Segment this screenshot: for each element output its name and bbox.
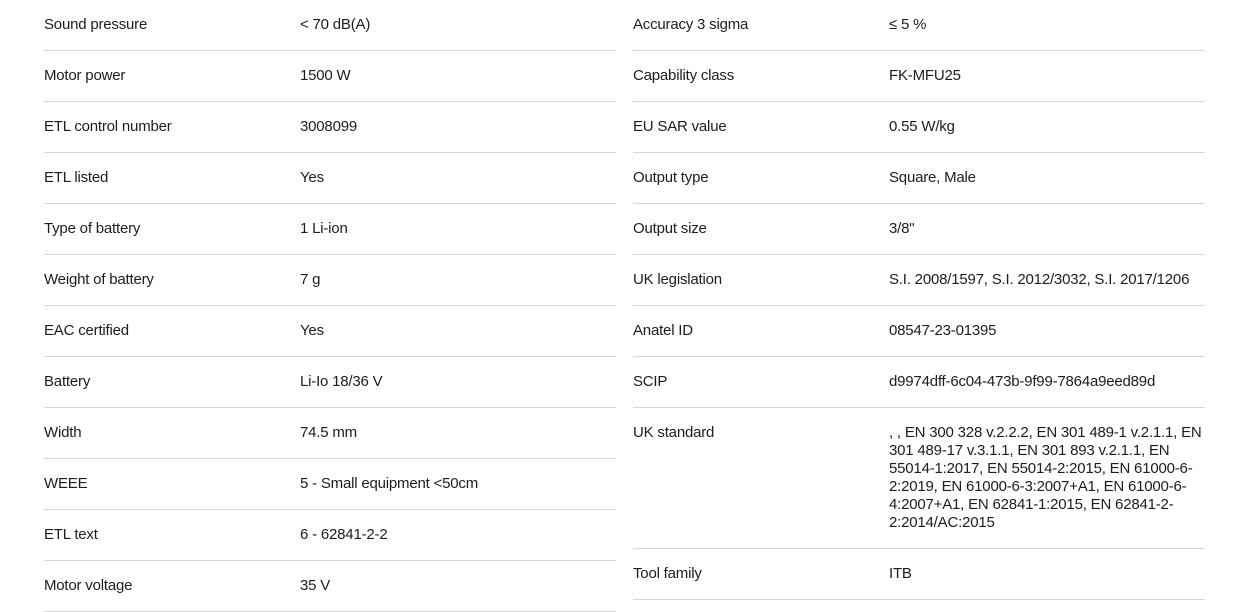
- spec-row: [633, 0, 1205, 51]
- spec-label: ETL text: [44, 526, 98, 543]
- spec-value: ITB: [889, 565, 912, 582]
- spec-row: [633, 102, 1205, 153]
- spec-row: [44, 561, 616, 612]
- spec-label: EAC certified: [44, 322, 129, 339]
- spec-row: [44, 510, 616, 561]
- spec-label: Width: [44, 424, 82, 441]
- spec-label: Tool family: [633, 565, 702, 582]
- spec-label: UK legislation: [633, 271, 722, 288]
- spec-label: WEEE: [44, 475, 88, 492]
- spec-label: Battery: [44, 373, 91, 390]
- spec-label: Motor voltage: [44, 577, 133, 594]
- spec-row: [633, 306, 1205, 357]
- spec-row: [633, 51, 1205, 102]
- spec-value: 1500 W: [300, 67, 351, 84]
- spec-row: [44, 459, 616, 510]
- spec-column-left: [44, 0, 616, 612]
- spec-row: [633, 408, 1205, 549]
- spec-row: [44, 204, 616, 255]
- spec-label: Capability class: [633, 67, 735, 84]
- spec-value: 0.55 W/kg: [889, 118, 955, 135]
- spec-row: [44, 0, 616, 51]
- spec-value: 7 g: [300, 271, 321, 288]
- spec-row: [44, 51, 616, 102]
- spec-value: Li-Io 18/36 V: [300, 373, 383, 390]
- spec-label: Weight of battery: [44, 271, 154, 288]
- spec-value: Yes: [300, 322, 324, 339]
- spec-label: ETL control number: [44, 118, 172, 135]
- spec-label: EU SAR value: [633, 118, 727, 135]
- spec-column-right: [633, 0, 1205, 612]
- spec-row: [44, 102, 616, 153]
- spec-value: FK-MFU25: [889, 67, 961, 84]
- spec-label: SCIP: [633, 373, 668, 390]
- spec-value: 35 V: [300, 577, 331, 594]
- spec-row: [44, 357, 616, 408]
- spec-label: Output type: [633, 169, 709, 186]
- spec-value: Square, Male: [889, 169, 976, 186]
- spec-value: 1 Li-ion: [300, 220, 348, 237]
- spec-value: Yes: [300, 169, 324, 186]
- spec-value: 5 - Small equipment <50cm: [300, 475, 479, 492]
- spec-row: [44, 408, 616, 459]
- spec-row: [44, 255, 616, 306]
- spec-label: UK standard: [633, 424, 715, 441]
- spec-value: , , EN 300 328 v.2.2.2, EN 301 489-1 v.2.1.1, EN 301 489-17 v.3.1.1, EN 301 893 v.2.1.1, EN 55014-1:2017, EN 55014-2:2015, EN 61000-6-2:2019, EN 61000-6-3:2007+A1, EN 61000-6-4:2007+A1, EN 62841-1:2015, EN 62841-2-2:2014/AC:2015: [889, 424, 1202, 531]
- spec-label: Motor power: [44, 67, 126, 84]
- spec-row: [633, 357, 1205, 408]
- spec-row: [633, 153, 1205, 204]
- spec-value: 6 - 62841-2-2: [300, 526, 388, 543]
- spec-value: ≤ 5 %: [889, 16, 927, 33]
- spec-row: [44, 306, 616, 357]
- spec-row: [633, 204, 1205, 255]
- spec-value: 3/8": [889, 220, 915, 237]
- spec-label: ETL listed: [44, 169, 109, 186]
- spec-label: Accuracy 3 sigma: [633, 16, 749, 33]
- spec-value: 3008099: [300, 118, 357, 135]
- spec-row: [633, 549, 1205, 600]
- spec-value: d9974dff-6c04-473b-9f99-7864a9eed89d: [889, 373, 1156, 390]
- spec-value: 74.5 mm: [300, 424, 357, 441]
- spec-label: Type of battery: [44, 220, 141, 237]
- spec-label: Anatel ID: [633, 322, 693, 339]
- spec-value: 08547-23-01395: [889, 322, 997, 339]
- spec-row: [633, 255, 1205, 306]
- spec-label: Output size: [633, 220, 707, 237]
- spec-row: [44, 153, 616, 204]
- spec-value: < 70 dB(A): [300, 16, 371, 33]
- spec-value: S.I. 2008/1597, S.I. 2012/3032, S.I. 2017/1206: [889, 271, 1190, 288]
- spec-label: Sound pressure: [44, 16, 148, 33]
